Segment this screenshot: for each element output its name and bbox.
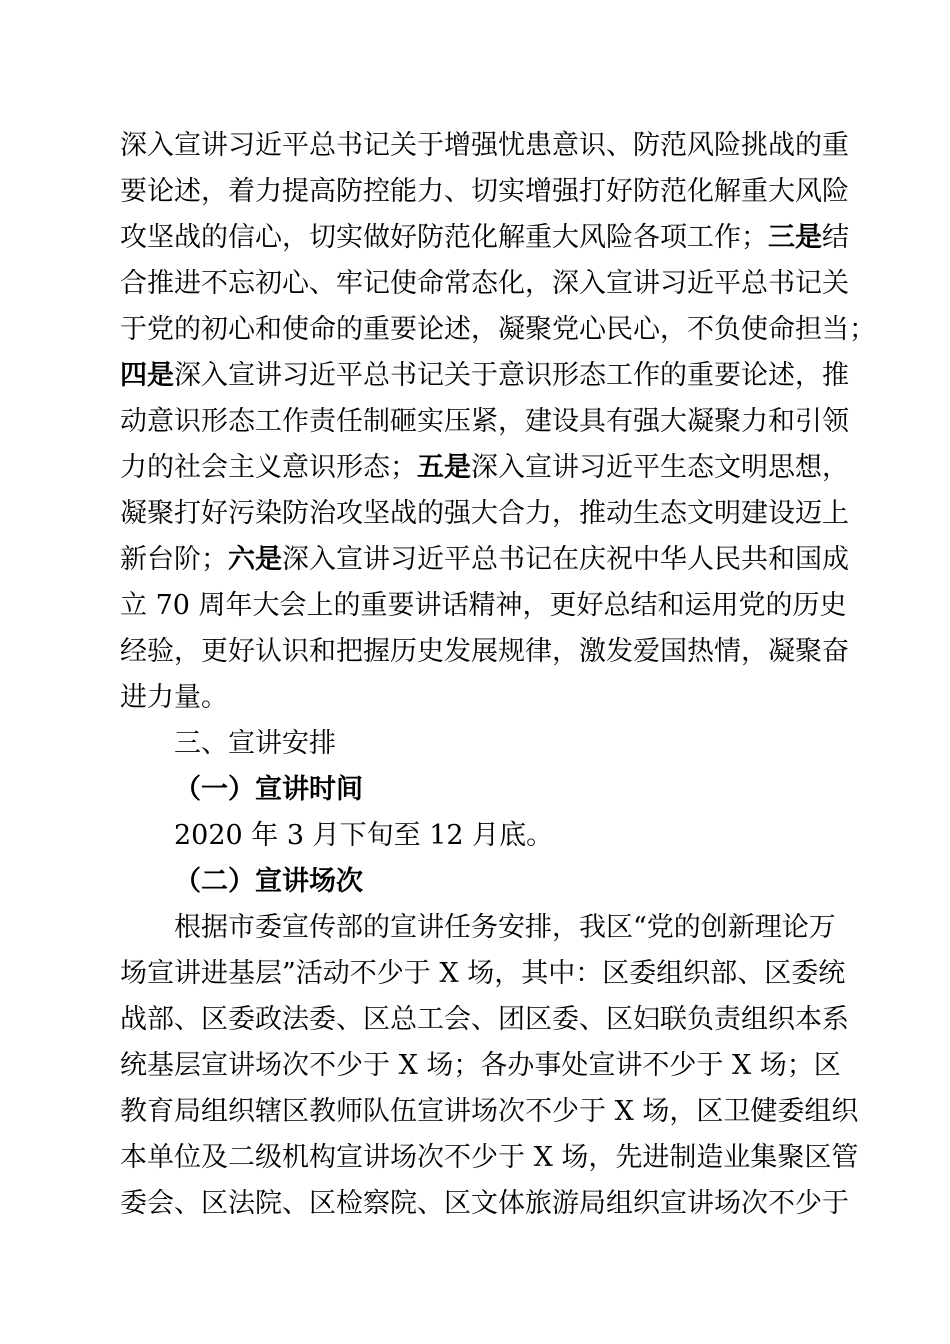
text-line	[120, 541, 849, 579]
subsection-heading: （二）宣讲场次	[174, 866, 363, 897]
text-line: 凝聚打好污染防治攻坚战的强大合力，推动生态文明建设迈上	[120, 498, 849, 529]
text-span: 深入宣讲习近平总书记关于意识形态工作的重要论述，推	[174, 360, 849, 391]
section-heading: 三、宣讲安排	[174, 728, 336, 759]
text-line: 动意识形态工作责任制砸实压紧，建设具有强大凝聚力和引领	[120, 406, 849, 437]
text-line: 深入宣讲习近平总书记关于增强忧患意识、防范风险挑战的重	[120, 130, 849, 161]
text-span: 结	[822, 222, 849, 253]
text-line: 立 70 周年大会上的重要讲话精神，更好总结和运用党的历史	[120, 590, 847, 621]
text-line: 2020 年 3 月下旬至 12 月底。	[174, 820, 554, 851]
text-line	[120, 449, 849, 487]
emphasis-label: 四是	[120, 360, 174, 391]
text-line: 战部、区委政法委、区总工会、团区委、区妇联负责组织本系	[120, 1004, 849, 1035]
subsection-heading: （一）宣讲时间	[174, 774, 363, 805]
text-line: 要论述，着力提高防控能力、切实增强打好防范化解重大风险	[120, 176, 849, 207]
text-line	[120, 357, 849, 395]
text-span: 攻坚战的信心，切实做好防范化解重大风险各项工作；	[120, 222, 768, 253]
text-span: 深入宣讲习近平生态文明思想，	[471, 452, 849, 483]
text-span: 新台阶；	[120, 544, 228, 575]
text-line: 本单位及二级机构宣讲场次不少于 X 场，先进制造业集聚区管	[120, 1142, 859, 1173]
text-line: 场宣讲进基层”活动不少于 X 场，其中：区委组织部、区委统	[120, 958, 846, 989]
text-line: 根据市委宣传部的宣讲任务安排，我区“党的创新理论万	[174, 912, 836, 943]
text-line: 合推进不忘初心、牢记使命常态化，深入宣讲习近平总书记关	[120, 268, 849, 299]
text-span: 深入宣讲习近平总书记在庆祝中华人民共和国成	[282, 544, 849, 575]
emphasis-label: 六是	[228, 544, 282, 575]
text-line: 统基层宣讲场次不少于 X 场；各办事处宣讲不少于 X 场；区	[120, 1050, 841, 1081]
text-line: 于党的初心和使命的重要论述，凝聚党心民心，不负使命担当；	[120, 314, 876, 345]
text-line: 教育局组织辖区教师队伍宣讲场次不少于 X 场，区卫健委组织	[120, 1096, 859, 1127]
text-line: 进力量。	[120, 682, 228, 713]
text-line	[120, 219, 849, 257]
text-line: 委会、区法院、区检察院、区文体旅游局组织宣讲场次不少于	[120, 1188, 849, 1219]
text-line: 经验，更好认识和把握历史发展规律，激发爱国热情，凝聚奋	[120, 636, 849, 667]
emphasis-label: 五是	[417, 452, 471, 483]
emphasis-label: 三是	[768, 222, 822, 253]
text-span: 力的社会主义意识形态；	[120, 452, 417, 483]
